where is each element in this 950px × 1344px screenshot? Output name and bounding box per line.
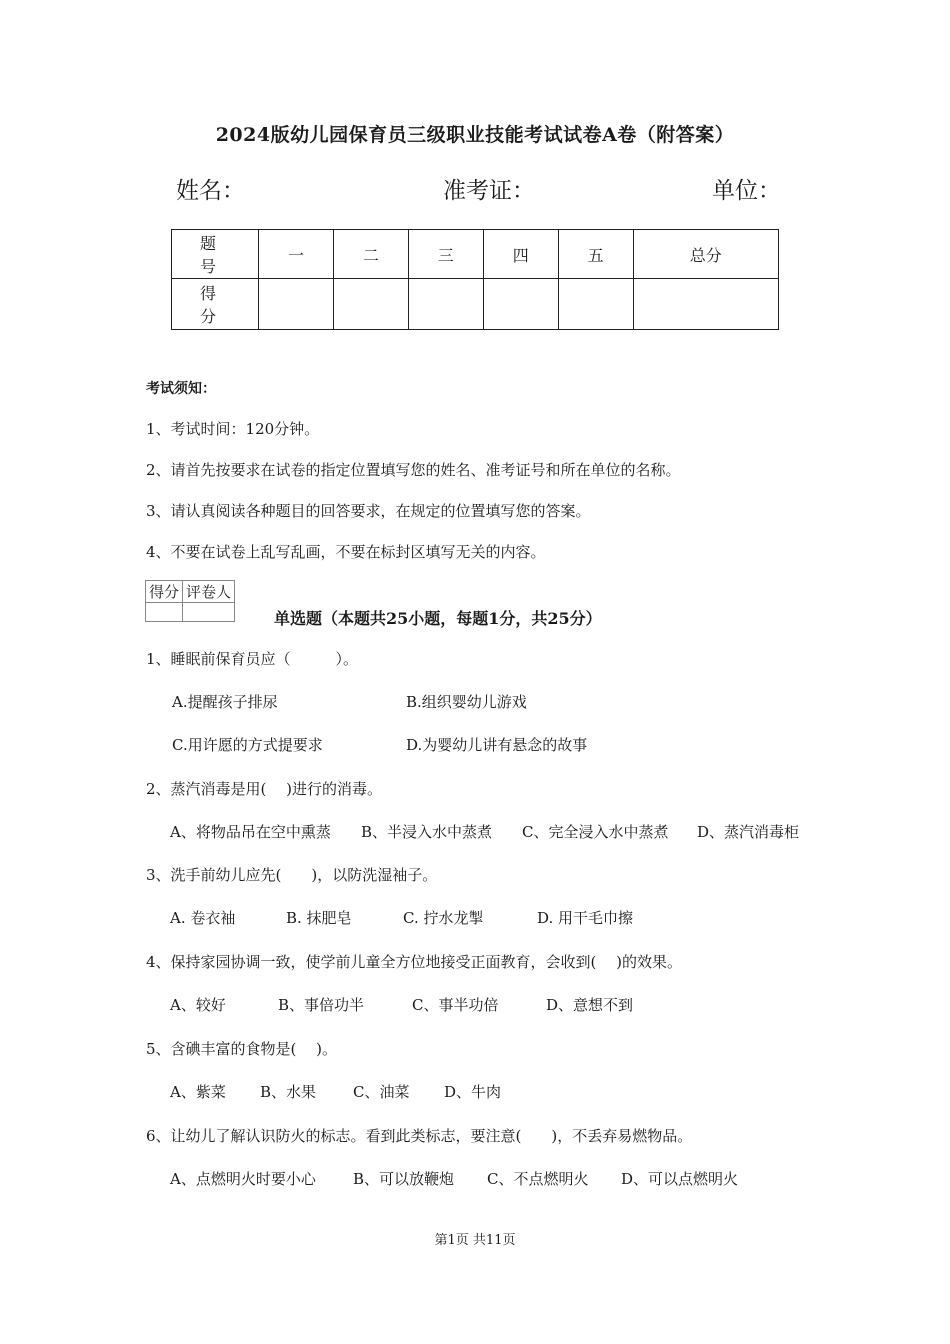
- option[interactable]: D、可以点燃明火: [621, 1170, 739, 1188]
- option[interactable]: B.组织婴幼儿游戏: [406, 693, 527, 711]
- score-entry-cell[interactable]: [333, 279, 408, 330]
- option[interactable]: A、较好: [170, 996, 226, 1014]
- page-footer: 第1页 共11页: [434, 1233, 516, 1248]
- question-stem: 1、睡眠前保育员应（ ）。: [146, 650, 359, 668]
- score-table: [171, 229, 779, 330]
- option[interactable]: A、将物品吊在空中熏蒸: [170, 823, 331, 841]
- option[interactable]: D、意想不到: [546, 996, 634, 1014]
- option[interactable]: B、可以放鞭炮: [353, 1170, 455, 1188]
- score-table-header-row: [172, 230, 779, 279]
- question-stem: 5、含碘丰富的食物是( )。: [146, 1040, 338, 1058]
- exam-id-field-label: 准考证：: [443, 178, 535, 204]
- option[interactable]: D. 用干毛巾擦: [537, 909, 634, 927]
- option[interactable]: B、事倍功半: [278, 996, 365, 1014]
- score-entry-cell[interactable]: [483, 279, 558, 330]
- score-table-cell: 三: [408, 230, 483, 279]
- score-entry-cell[interactable]: [408, 279, 483, 330]
- option[interactable]: C. 拧水龙掣: [403, 909, 484, 927]
- score-table-cell: 一: [259, 230, 334, 279]
- grader-box-score-label: 得分: [146, 581, 183, 603]
- score-table-cell: 二: [333, 230, 408, 279]
- option[interactable]: A.提醒孩子排尿: [172, 693, 278, 711]
- score-table-score-row: [172, 279, 779, 330]
- option[interactable]: B、半浸入水中蒸煮: [361, 823, 493, 841]
- notice-item: 4、不要在试卷上乱写乱画，不要在标封区填写无关的内容。: [146, 543, 546, 561]
- grader-box-grader-cell[interactable]: [183, 603, 235, 622]
- notice-item: 2、请首先按要求在试卷的指定位置填写您的姓名、准考证号和所在单位的名称。: [146, 461, 681, 479]
- score-table-cell: 四: [483, 230, 558, 279]
- unit-field-label: 单位：: [712, 178, 781, 204]
- section-title: 单选题（本题共25小题，每题1分，共25分）: [274, 609, 602, 628]
- score-entry-cell[interactable]: [558, 279, 633, 330]
- score-table-cell: 题 号: [172, 230, 259, 279]
- score-table-cell: 五: [558, 230, 633, 279]
- exam-title: 2024版幼儿园保育员三级职业技能考试试卷A卷（附答案）: [215, 124, 735, 146]
- option[interactable]: A、紫菜: [170, 1083, 226, 1101]
- notice-item: 3、请认真阅读各种题目的回答要求，在规定的位置填写您的答案。: [146, 502, 591, 520]
- option[interactable]: C、事半功倍: [412, 996, 499, 1014]
- score-entry-cell[interactable]: [259, 279, 334, 330]
- question-stem: 2、蒸汽消毒是用( )进行的消毒。: [146, 780, 383, 798]
- option[interactable]: D、蒸汽消毒柜: [697, 823, 800, 841]
- option[interactable]: C.用许愿的方式提要求: [172, 736, 323, 754]
- option[interactable]: A、点燃明火时要小心: [170, 1170, 316, 1188]
- option[interactable]: B、水果: [260, 1083, 317, 1101]
- question-stem: 3、洗手前幼儿应先( )，以防洗湿袖子。: [146, 866, 438, 884]
- score-table-cell: 得 分: [172, 279, 259, 330]
- grader-box-score-cell[interactable]: [146, 603, 183, 622]
- option[interactable]: C、完全浸入水中蒸煮: [522, 823, 669, 841]
- option[interactable]: D、牛肉: [444, 1083, 502, 1101]
- score-entry-cell[interactable]: [633, 279, 778, 330]
- option[interactable]: D.为婴幼儿讲有悬念的故事: [406, 736, 588, 754]
- notice-heading: 考试须知：: [146, 381, 216, 397]
- notice-item: 1、考试时间：120分钟。: [146, 420, 320, 438]
- option[interactable]: C、不点燃明火: [487, 1170, 589, 1188]
- grader-box: [145, 580, 235, 622]
- option[interactable]: B. 抹肥皂: [286, 909, 352, 927]
- question-stem: 6、让幼儿了解认识防火的标志。看到此类标志，要注意( )，不丢弃易燃物品。: [146, 1127, 693, 1145]
- option[interactable]: A. 卷衣袖: [170, 909, 236, 927]
- name-field-label: 姓名：: [176, 178, 245, 204]
- option[interactable]: C、油菜: [353, 1083, 410, 1101]
- grader-box-grader-label: 评卷人: [183, 581, 235, 603]
- score-table-cell: 总分: [633, 230, 778, 279]
- question-stem: 4、保持家园协调一致，使学前儿童全方位地接受正面教育，会收到( )的效果。: [146, 953, 683, 971]
